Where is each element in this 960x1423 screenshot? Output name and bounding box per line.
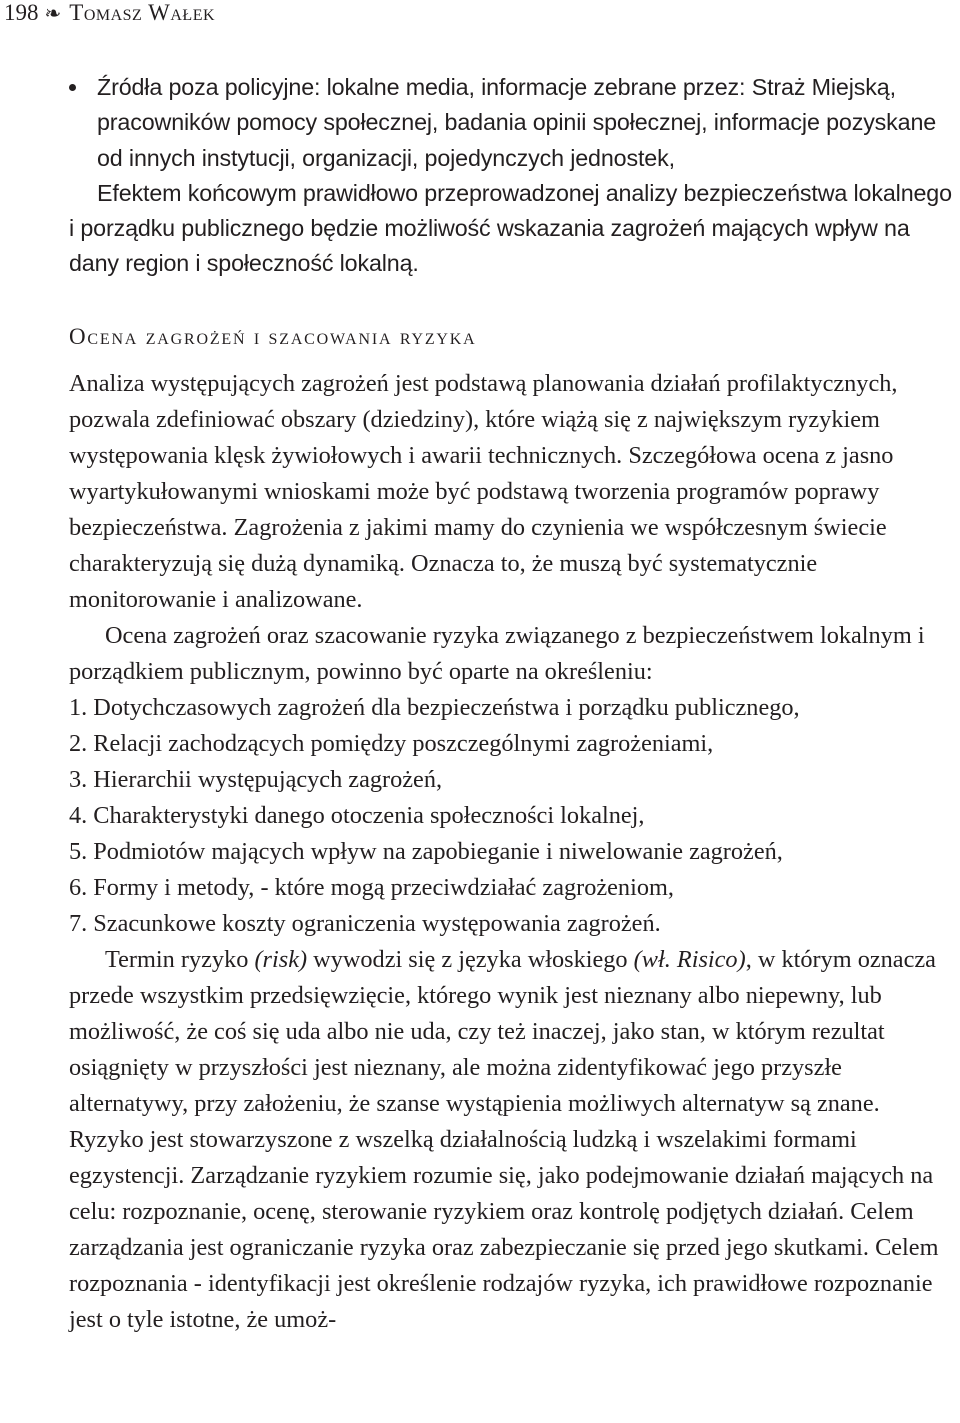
list-item: 5. Podmiotów mających wpływ na zapobieganie i niwelowanie zagrożeń, (69, 837, 783, 865)
section-heading: Ocena zagrożeń i szacowania ryzyka (69, 323, 477, 349)
list-item: 3. Hierarchii występujących zagrożeń, (69, 765, 443, 793)
intro-paragraph: Efektem końcowym prawidłowo przeprowadzonej analizy bezpieczeństwa lokalnego i porządku publicznego będzie możliwość wskazania zagrożeń mających wpływ na dany region i społeczność lokalną. (69, 179, 952, 277)
risk-text-c: , w którym oznacza przede wszystkim przedsięwzięcie, którego wynik jest nieznany albo niepewny, lub możliwość, że coś się uda albo nie uda, czy też inaczej, jako stan, w którym rezultat osiągnięty w przyszłości jest nieznany, ale można zidentyfikować jego przyszłe alternatywy, przy założeniu, że szanse wystąpienia możliwych alternatyw są znane. Ryzyko jest stowarzyszone z wszelką działalnością ludzką i wszelakimi formami egzystencji. Zarządzanie ryzykiem rozumie się, jako podejmowanie działań mających na celu: rozpoznanie, ocenę, sterowanie ryzykiem oraz kontrolę podjętych działań. Celem zarządzania jest ograniczanie ryzyka oraz zabezpieczanie się przed jego skutkami. Celem rozpoznania - identyfikacji jest określenie rodzajów ryzyka, ich prawidłowe rozpoznanie jest o tyle istotne, że umoż- (69, 945, 939, 1333)
list-item: 7. Szacunkowe koszty ograniczenia występowania zagrożeń. (69, 909, 661, 937)
paragraph-risk-term (69, 942, 959, 1338)
running-head-author: Tomasz Wałek (69, 0, 216, 25)
list-item: 6. Formy i metody, - które mogą przeciwdziałać zagrożeniom, (69, 873, 674, 901)
bullet-item (69, 70, 959, 176)
numbered-list (69, 690, 959, 942)
section-body (69, 366, 959, 1338)
risk-term-italic: (risk) (254, 945, 308, 973)
list-item: 2. Relacji zachodzących pomiędzy poszczególnymi zagrożeniami, (69, 729, 714, 757)
list-item: 1. Dotychczasowych zagrożeń dla bezpieczeństwa i porządku publicznego, (69, 693, 800, 721)
running-header (4, 0, 215, 26)
paragraph-assessment: Ocena zagrożeń oraz szacowanie ryzyka związanego z bezpieczeństwem lokalnym i porządkiem publicznym, powinno być oparte na określeniu: (69, 621, 925, 685)
risk-text-a: Termin ryzyko (105, 945, 255, 973)
bullet-icon (69, 84, 76, 91)
list-item: 4. Charakterystyki danego otoczenia społeczności lokalnej, (69, 801, 645, 829)
page-body (69, 70, 959, 1338)
risk-origin-italic: (wł. Risico) (633, 945, 746, 973)
bullet-text: Źródła poza policyjne: lokalne media, informacje zebrane przez: Straż Miejską, pracowników pomocy społecznej, badania opinii społecznej, informacje pozyskane od innych instytucji, organizacji, pojedynczych jednostek, (97, 74, 937, 171)
fleuron-icon: ❧ (44, 3, 62, 25)
page-number: 198 (4, 0, 39, 25)
risk-text-b: wywodzi się z języka włoskiego (307, 945, 634, 973)
paragraph-analysis: Analiza występujących zagrożeń jest podstawą planowania działań profilaktycznych, pozwala zdefiniować obszary (dziedziny), które wiążą się z największym ryzykiem występowania klęsk żywiołowych i awarii technicznych. Szczegółowa ocena z jasno wyartykułowanymi wnioskami może być podstawą tworzenia programów poprawy bezpieczeństwa. Zagrożenia z jakimi mamy do czynienia we współczesnym świecie charakteryzują się dużą dynamiką. Oznacza to, że muszą być systematycznie monitorowanie i analizowane. (69, 369, 898, 613)
